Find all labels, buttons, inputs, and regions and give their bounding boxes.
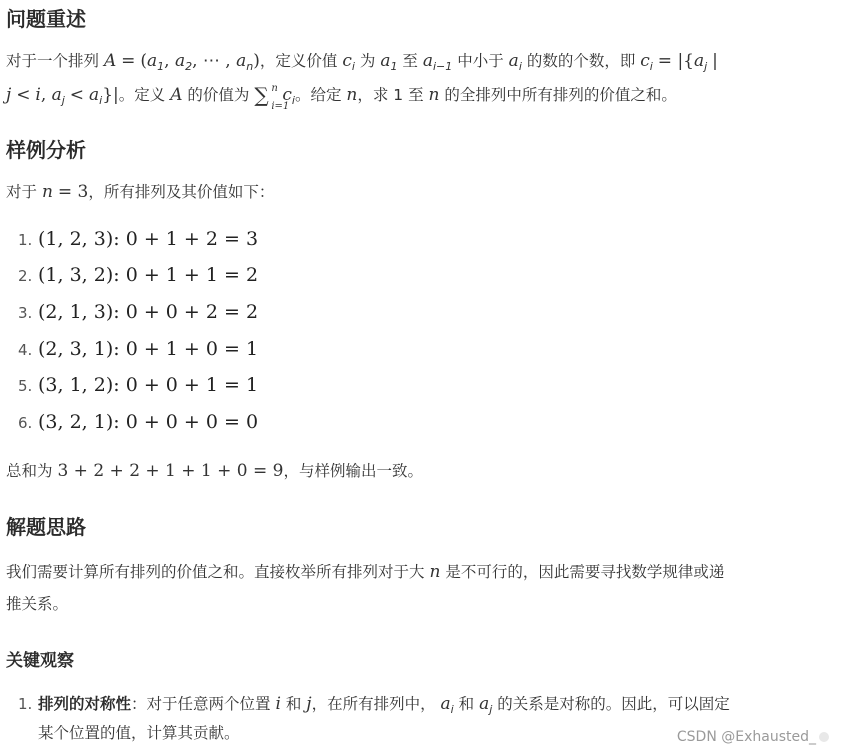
watermark <box>677 729 829 745</box>
text: 中小于 <box>457 52 504 70</box>
value-expression: 0 + 0 + 1 = 1 <box>125 374 259 396</box>
permutation: (3, 1, 2) <box>38 374 114 396</box>
list-item: 2. (1, 3, 2): 0 + 1 + 1 = 2 <box>18 264 259 286</box>
total-expression: 3 + 2 + 2 + 1 + 1 + 0 = 9 <box>57 461 284 481</box>
list-item: 5. (3, 1, 2): 0 + 0 + 1 = 1 <box>18 374 259 396</box>
value-expression: 0 + 1 + 2 = 3 <box>125 228 259 250</box>
circle-icon <box>819 732 829 742</box>
text: 和 <box>285 695 302 713</box>
list-number: 3. <box>18 304 33 322</box>
problem-paragraph-line-2: j < i, $a_j < a_i\}|$。定义 A 的价值为 ∑ n i=1 $c_i$。给定 n，求 1 至 n 的全排列中所有排列的价值之和。 <box>6 78 677 118</box>
list-item: 1. 排列的对称性：对于任意两个位置 i 和 j，在所有排列中， $a_i$ 和 $a_j$ 的关系是对称的。因此，可以固定 <box>18 694 730 716</box>
watermark-text: CSDN @Exhausted_ <box>676 729 816 745</box>
text: ，求 1 至 <box>357 86 424 104</box>
text: 是不可行的，因此需要寻找数学规律或递 <box>445 563 725 581</box>
section-heading-problem: 问题重述 <box>6 7 86 31</box>
bold-term: 排列的对称性 <box>38 695 132 713</box>
text: ：对于任意两个位置 <box>131 695 271 713</box>
permutation: (1, 3, 2) <box>38 264 114 286</box>
list-number: 1. <box>18 695 33 713</box>
text: ，定义价值 <box>259 52 338 70</box>
permutation: (2, 3, 1) <box>38 338 114 360</box>
idea-paragraph-line-1: 我们需要计算所有排列的价值之和。直接枚举所有排列对于大 n 是不可行的，因此需要寻找数学规律或递 <box>6 562 725 582</box>
text: 我们需要计算所有排列的价值之和。直接枚举所有排列对于大 <box>6 563 425 581</box>
list-number: 6. <box>18 414 33 432</box>
sample-total <box>6 454 423 488</box>
sum-symbol: ∑ n i=1 <box>254 83 290 112</box>
sample-intro: 对于 n = 3，所有排列及其价值如下： <box>6 182 275 202</box>
text: 的全排列中所有排列的价值之和。 <box>444 86 677 104</box>
list-number: 2. <box>18 267 33 285</box>
text: 。给定 <box>294 86 342 104</box>
list-number: 4. <box>18 341 33 359</box>
text: 的关系是对称的。因此，可以固定 <box>497 695 730 713</box>
section-heading-key: 关键观察 <box>6 651 74 671</box>
text: 。定义 <box>118 86 166 104</box>
text: 为 <box>359 52 376 70</box>
text: 总和为 <box>6 462 53 480</box>
text: ，所有排列及其价值如下： <box>88 183 275 201</box>
key-paragraph-line-2: 某个位置的值，计算其贡献。 <box>38 724 240 742</box>
permutation: (2, 1, 3) <box>38 301 114 323</box>
problem-paragraph-line-1: 对于一个排列 $A = (a_1$, $a_2$, ⋯ , $a_n$)，定义价值 $c_i$ 为 $a_1$ 至 $a_{i-1}$ 中小于 $a_i$ 的数的个数，即 $c_i = |\{a_j$ | <box>6 51 718 73</box>
idea-paragraph-line-2: 推关系。 <box>6 595 69 613</box>
list-item: 1. (1, 2, 3): 0 + 1 + 2 = 3 <box>18 228 259 250</box>
text: ，与样例输出一致。 <box>283 462 423 480</box>
permutation: (3, 2, 1) <box>38 411 114 433</box>
section-heading-idea: 解题思路 <box>6 515 86 539</box>
text: 的价值为 <box>187 86 250 104</box>
section-heading-sample: 样例分析 <box>6 138 86 162</box>
text: ，在所有排列中， <box>311 695 436 713</box>
value-expression: 0 + 1 + 1 = 2 <box>125 264 259 286</box>
text: 至 <box>402 52 418 70</box>
value-expression: 0 + 0 + 2 = 2 <box>125 301 259 323</box>
permutation: (1, 2, 3) <box>38 228 114 250</box>
list-item: 4. (2, 3, 1): 0 + 1 + 0 = 1 <box>18 338 259 360</box>
text: 的数的个数，即 <box>526 52 636 70</box>
value-expression: 0 + 1 + 0 = 1 <box>125 338 259 360</box>
list-item: 3. (2, 1, 3): 0 + 0 + 2 = 2 <box>18 301 259 323</box>
list-number: 1. <box>18 231 33 249</box>
text: 对于一个排列 <box>6 52 100 70</box>
text: 和 <box>458 695 475 713</box>
value-expression: 0 + 0 + 0 = 0 <box>125 411 259 433</box>
list-item: 6. (3, 2, 1): 0 + 0 + 0 = 0 <box>18 411 259 433</box>
text: 对于 <box>6 183 38 201</box>
list-number: 5. <box>18 377 33 395</box>
